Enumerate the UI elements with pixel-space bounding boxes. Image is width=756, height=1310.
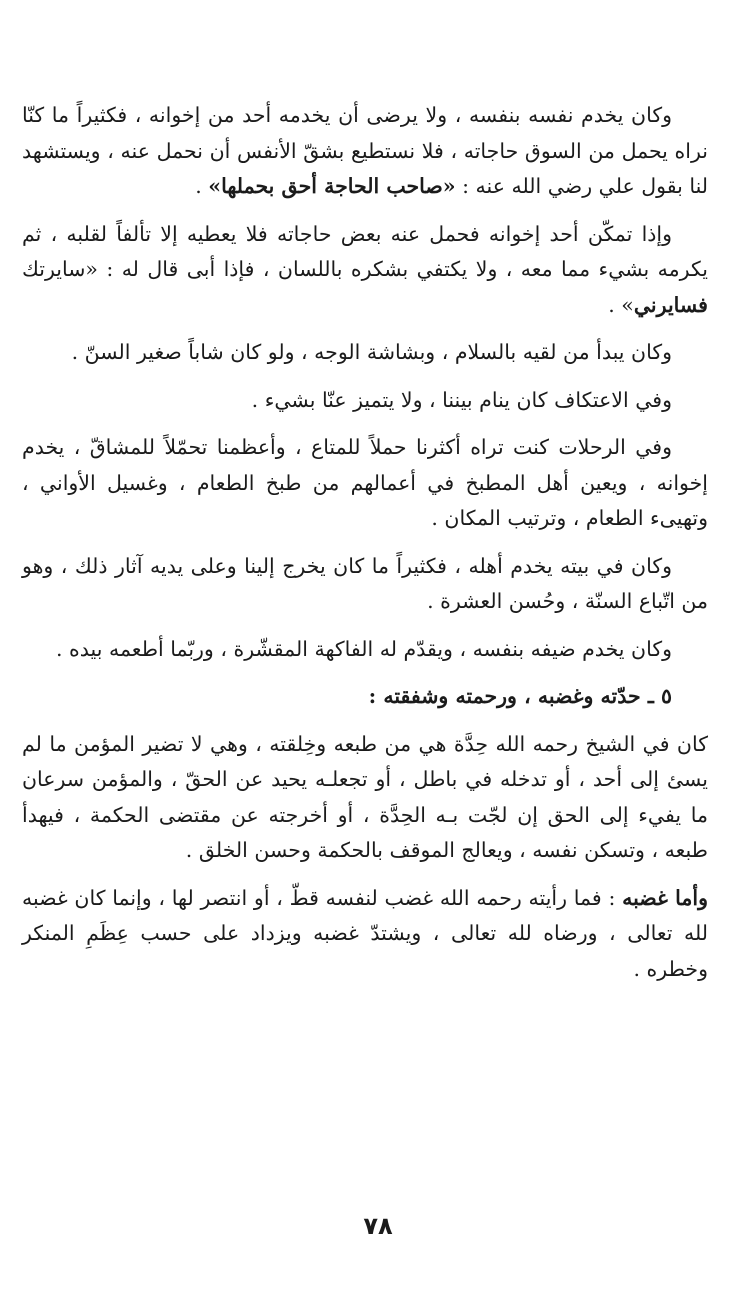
- paragraph-carrying: [22, 217, 708, 324]
- paragraph-text: وكان يبدأ من لقيه بالسلام ، وبشاشة الوجه ، ولو كان شاباً صغير السنّ .: [71, 340, 672, 364]
- paragraph-text: وكان في بيته يخدم أهله ، فكثيراً ما كان يخرج إلينا وعلى يديه آثار ذلك ، وهو من اتّباع السنّة ، وحُسن العشرة .: [22, 553, 708, 613]
- paragraph-text: كان في الشيخ رحمه الله حِدَّة هي من طبعه وخِلقته ، وهي لا تضير المؤمن ما لم يسئ إلى أحد ، أو تدخله في باطل ، أو تجعلـه يحيد عن الحقّ ، والمؤمن سرعان ما يفيء إلى الحق إن لجّت بـه الحِدَّة ، أو أخرجته عن مقتضى الحكمة ، فيهدأ طبعه ، وتسكن نفسه ، ويعالج الموقف بالحكمة وحسن الخلق .: [22, 731, 708, 862]
- paragraph-self-service: [22, 98, 708, 205]
- quote-bold: «صاحب الحاجة أحق بحملها»: [208, 174, 456, 198]
- paragraph-greeting: [22, 335, 708, 371]
- paragraph-tail: » .: [608, 292, 634, 317]
- paragraph-text: وكان يخدم ضيفه بنفسه ، ويقدّم له الفاكهة المقشّرة ، وربّما أطعمه بيده .: [56, 636, 672, 661]
- paragraph-text: وكان يخدم نفسه بنفسه ، ولا يرضى أن يخدمه أحد من إخوانه ، فكثيراً ما كنّا نراه يحمل من السوق حاجاته ، فلا نستطيع بشقّ الأنفس أن نحمل عنه ، ويستشهد لنا بقول علي رضي الله عنه :: [22, 103, 708, 198]
- page-body: [22, 98, 708, 999]
- paragraph-temper: [22, 727, 708, 869]
- paragraph-text: وفي الرحلات كنت تراه أكثرنا حملاً للمتاع ، وأعظمنا تحمّلاً للمشاقّ ، يخدم إخوانه ، ويعين أهل المطبخ في أعمالهم من طبخ الطعام ، وغسيل الأواني ، وتهيىء الطعام ، وترتيب المكان .: [22, 435, 708, 530]
- paragraph-trips: [22, 430, 708, 537]
- paragraph-text: وإذا تمكّن أحد إخوانه فحمل عنه بعض حاجاته فلا يعطيه إلا تألفاً لقلبه ، ثم يكرمه بشيء مما معه ، ولا يكتفي بشكره باللسان ، فإذا أبى قال له : «سايرتك: [22, 221, 708, 281]
- paragraph-lead: وأما غضبه: [622, 885, 708, 910]
- page-number: ٧٨: [363, 1212, 393, 1240]
- paragraph-text: وفي الاعتكاف كان ينام بيننا ، ولا يتميز عنّا بشيء .: [251, 387, 672, 412]
- paragraph-home: [22, 549, 708, 620]
- paragraph-guest: [22, 632, 708, 668]
- paragraph-anger: [22, 881, 708, 988]
- paragraph-itikaf: [22, 383, 708, 419]
- quote-bold: فسايرني: [633, 292, 708, 317]
- paragraph-text: : فما رأيته رحمه الله غضب لنفسه قطّ ، أو انتصر لها ، وإنما كان غضبه لله تعالى ، ورضاه لله تعالى ، ويشتدّ غضبه ويزداد على حسب عِظَمِ المنكر وخطره .: [22, 885, 708, 981]
- paragraph-tail: .: [195, 174, 209, 198]
- section-heading: ٥ ـ حدّته وغضبه ، ورحمته وشفقته :: [368, 684, 672, 708]
